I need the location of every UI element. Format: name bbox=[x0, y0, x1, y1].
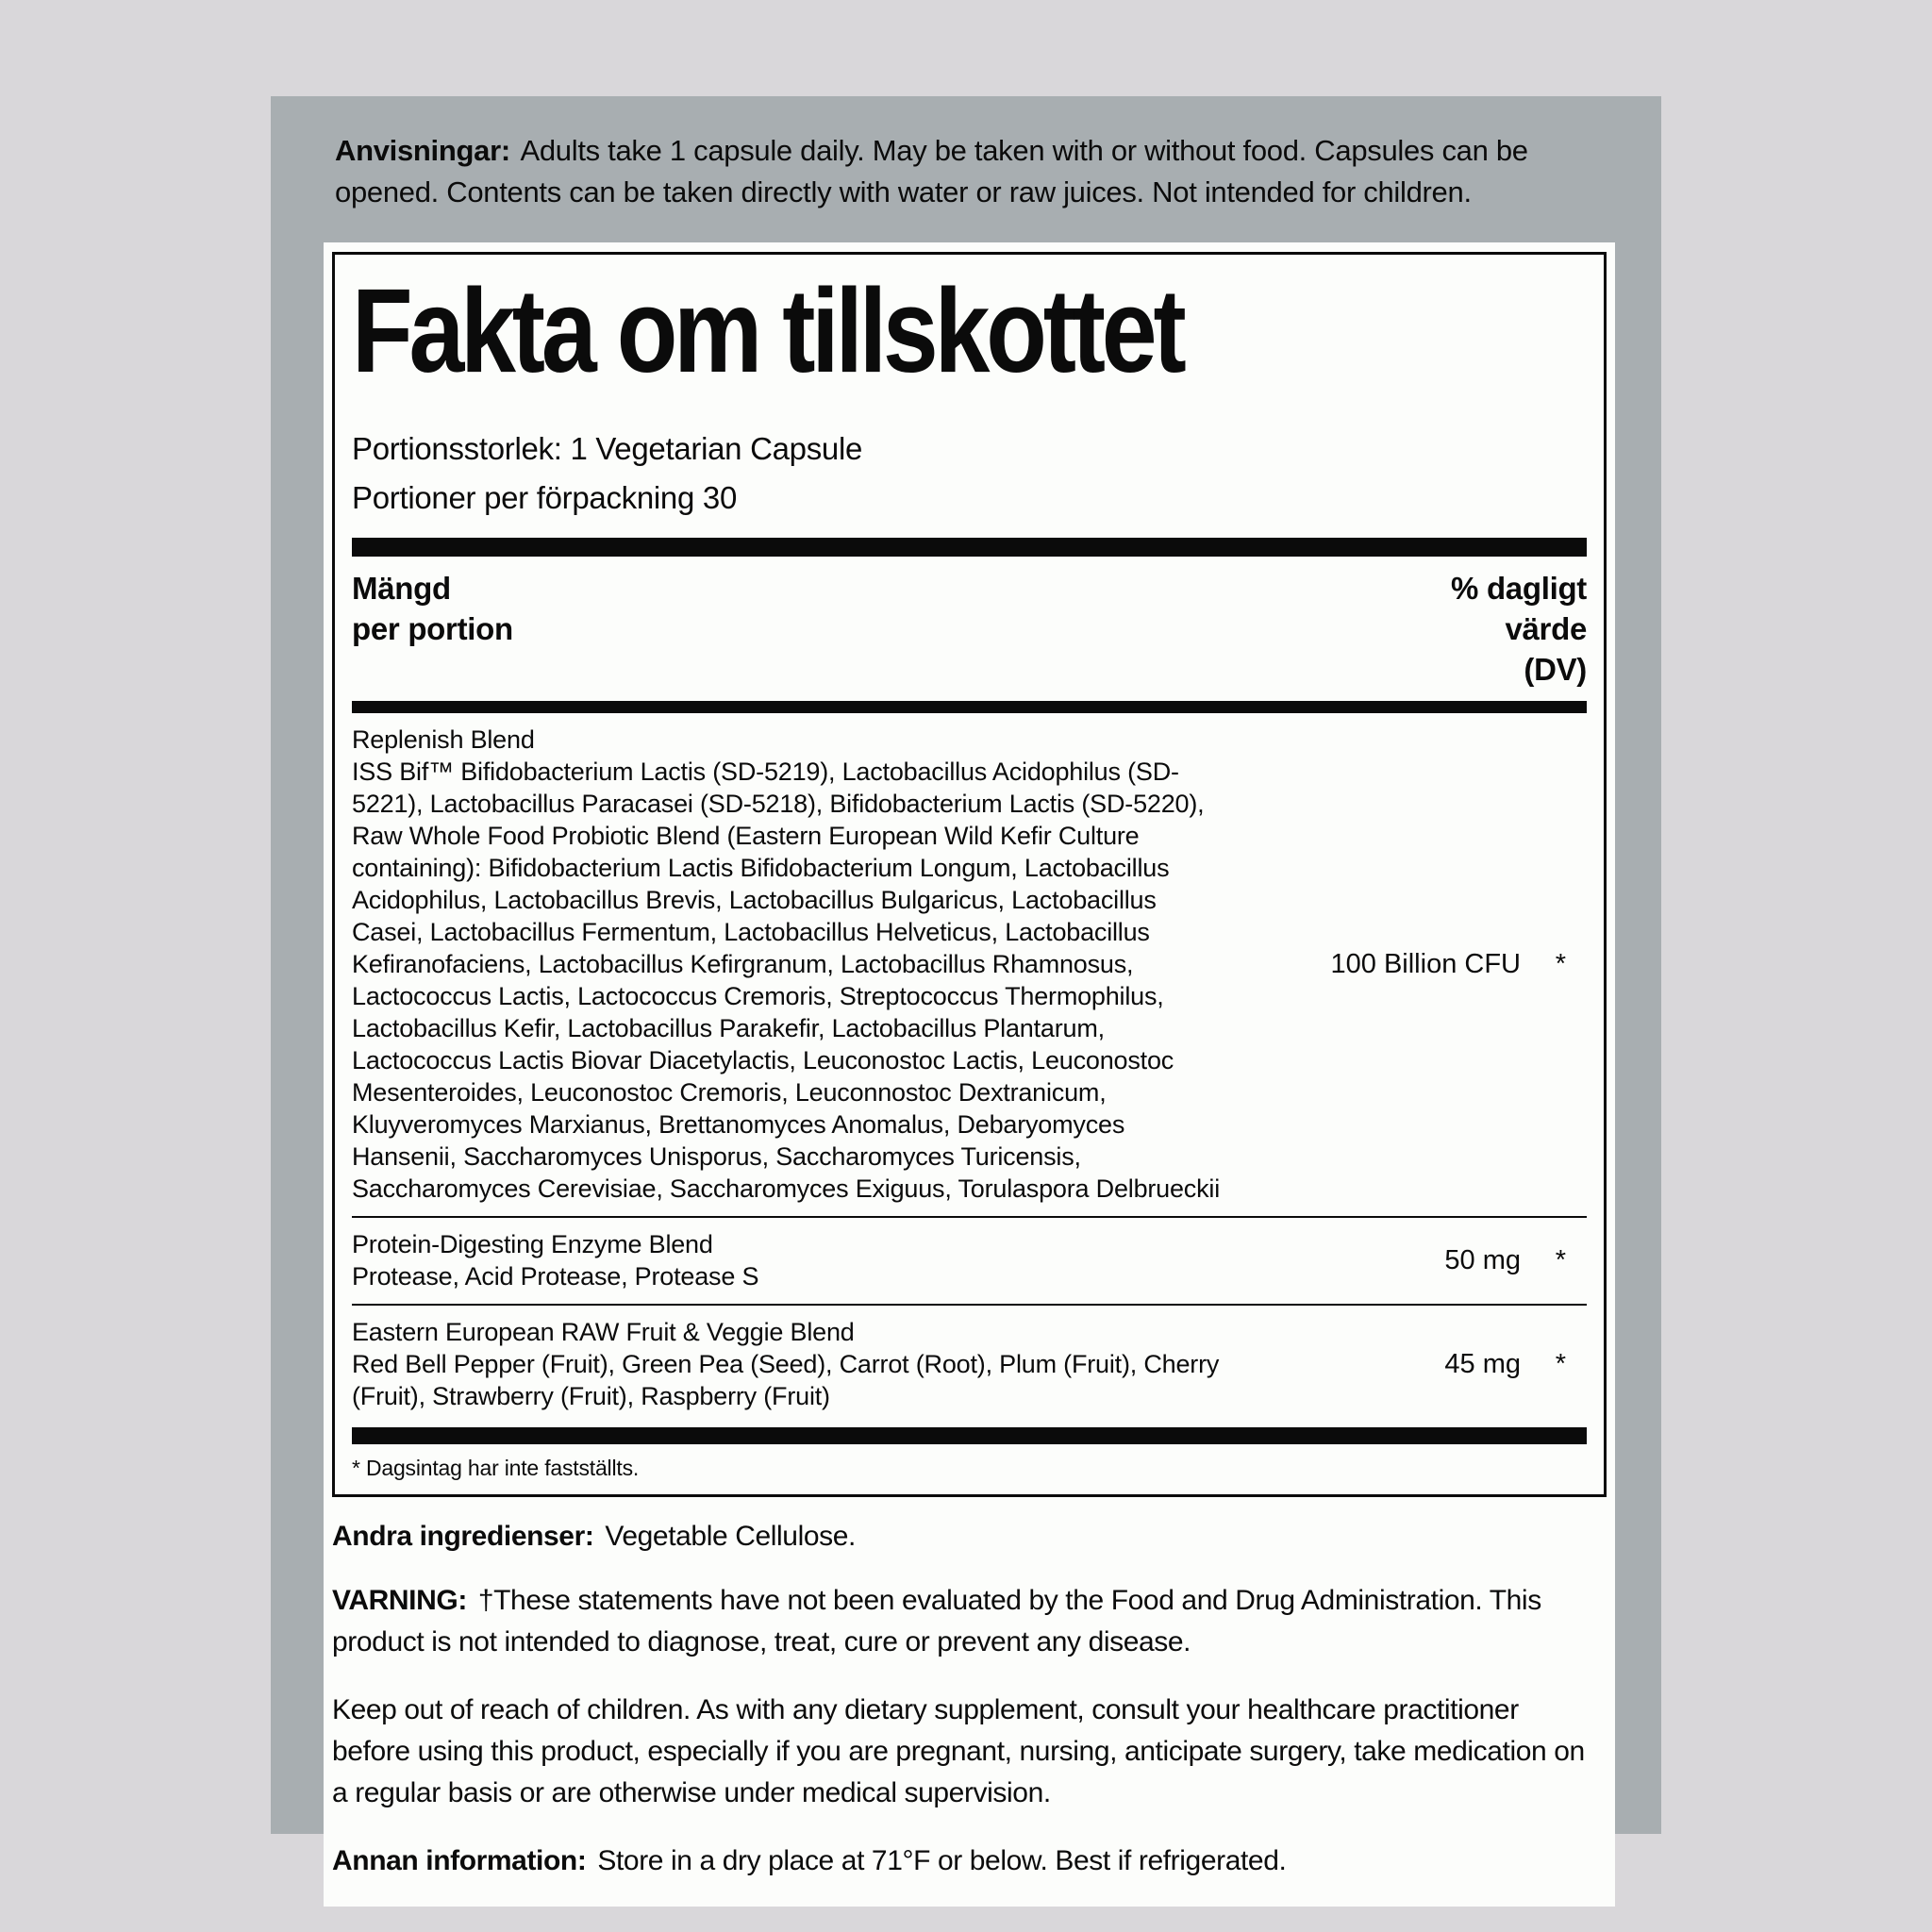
divider-thick-header bbox=[352, 701, 1587, 713]
dv-asterisk: * bbox=[1555, 948, 1566, 979]
columns-header bbox=[352, 568, 1587, 690]
other-ingredients-label: Andra ingredienser: bbox=[332, 1521, 594, 1552]
ingredient-amount: 100 Billion CFU bbox=[1330, 948, 1521, 979]
ingredient-details: Red Bell Pepper (Fruit), Green Pea (Seed), Carrot (Root), Plum (Fruit), Cherry (Fruit), Strawberry (Fruit), Raspberry (Fruit) bbox=[352, 1350, 1220, 1410]
ingredient-amount: 45 mg bbox=[1444, 1348, 1521, 1379]
directions-body: Adults take 1 capsule daily. May be taken with or without food. Capsules can be opened. Contents can be taken directly with water or raw juices. Not intended for children. bbox=[335, 134, 1528, 208]
storage-info-body: Store in a dry place at 71°F or below. Best if refrigerated. bbox=[597, 1845, 1287, 1876]
label-bottom-texts bbox=[332, 1516, 1600, 1907]
other-ingredients bbox=[332, 1516, 1600, 1557]
amount-header-line: Mängd bbox=[352, 571, 451, 606]
warning-label: VARNING: bbox=[332, 1585, 467, 1616]
dv-header-line: värde bbox=[1505, 611, 1587, 646]
warning-body: †These statements have not been evaluated by the Food and Drug Administration. This product is not intended to diagnose, treat, cure or prevent any disease. bbox=[332, 1585, 1541, 1657]
label-white-area bbox=[324, 242, 1615, 1907]
ingredient-amount: 50 mg bbox=[1444, 1244, 1521, 1275]
ingredient-name: Eastern European RAW Fruit & Veggie Blend bbox=[352, 1318, 855, 1346]
directions-text bbox=[335, 130, 1590, 213]
other-ingredients-body: Vegetable Cellulose. bbox=[605, 1521, 856, 1552]
divider-thick-bottom bbox=[352, 1427, 1587, 1444]
supplement-facts-box bbox=[332, 252, 1607, 1497]
ingredient-text bbox=[352, 724, 1229, 1205]
label-gray-backdrop bbox=[271, 96, 1661, 1876]
ingredient-text bbox=[352, 1316, 1229, 1412]
amount-column-header bbox=[352, 568, 513, 649]
panel-title: Fakta om tillskottet bbox=[352, 264, 1183, 397]
dv-column-header bbox=[1451, 568, 1587, 690]
ingredient-text bbox=[352, 1228, 1229, 1292]
ingredient-row-enzyme-blend bbox=[352, 1216, 1587, 1304]
ingredient-row-replenish-blend bbox=[352, 713, 1587, 1216]
directions-label: Anvisningar: bbox=[335, 134, 510, 167]
dv-header-line: (DV) bbox=[1524, 652, 1587, 687]
ingredient-details: Protease, Acid Protease, Protease S bbox=[352, 1262, 759, 1291]
ingredient-details: ISS Bif™ Bifidobacterium Lactis (SD-5219), Lactobacillus Acidophilus (SD-5221), Lactobacillus Paracasei (SD-5218), Bifidobacterium Lactis (SD-5220), Raw Whole Food Probiotic Blend (Eastern European Wild Kefir Culture containing): Bifidobacterium Lactis Bifidobacterium Longum, Lactobacillus Acidophilus, Lactobacillus Brevis, Lactobacillus Bulgaricus, Lactobacillus Casei, Lactobacillus Fermentum, Lactobacillus Helveticus, Lactobacillus Kefiranofaciens, Lactobacillus Kefirgranum, Lactobacillus Rhamnosus, Lactococcus Lactis, Lactococcus Cremoris, Streptococcus Thermophilus, Lactobacillus Kefir, Lactobacillus Parakefir, Lactobacillus Plantarum, Lactococcus Lactis Biovar Diacetylactis, Leuconostoc Lactis, Leuconostoc Mesenteroides, Leuconostoc Cremoris, Leuconnostoc Dextranicum, Kluyveromyces Marxianus, Brettanomyces Anomalus, Debaryomyces Hansenii, Saccharomyces Unisporus, Saccharomyces Turicensis, Saccharomyces Cerevisiae, Saccharomyces Exiguus, Torulaspora Delbrueckii bbox=[352, 758, 1221, 1203]
ingredient-row-fruit-veggie-blend bbox=[352, 1304, 1587, 1424]
dv-header-line: % dagligt bbox=[1451, 571, 1587, 606]
servings-per-container: Portioner per förpackning 30 bbox=[352, 480, 738, 515]
storage-info-label: Annan information: bbox=[332, 1845, 587, 1876]
dv-footnote: * Dagsintag har inte fastställts. bbox=[352, 1456, 640, 1480]
caution-text: Keep out of reach of children. As with any dietary supplement, consult your healthcare practitioner before using this product, especially if you are pregnant, nursing, anticipate surgery, take medication on a regular basis or are otherwise under medical supervision. bbox=[332, 1694, 1585, 1808]
divider-thick-top bbox=[352, 538, 1587, 557]
serving-size: Portionsstorlek: 1 Vegetarian Capsule bbox=[352, 431, 863, 466]
dv-asterisk: * bbox=[1555, 1244, 1566, 1275]
dv-asterisk: * bbox=[1555, 1348, 1566, 1379]
storage-info bbox=[332, 1840, 1600, 1882]
amount-header-line: per portion bbox=[352, 611, 513, 646]
ingredient-name: Protein-Digesting Enzyme Blend bbox=[352, 1230, 713, 1258]
ingredient-name: Replenish Blend bbox=[352, 725, 535, 754]
warning-text bbox=[332, 1580, 1600, 1663]
